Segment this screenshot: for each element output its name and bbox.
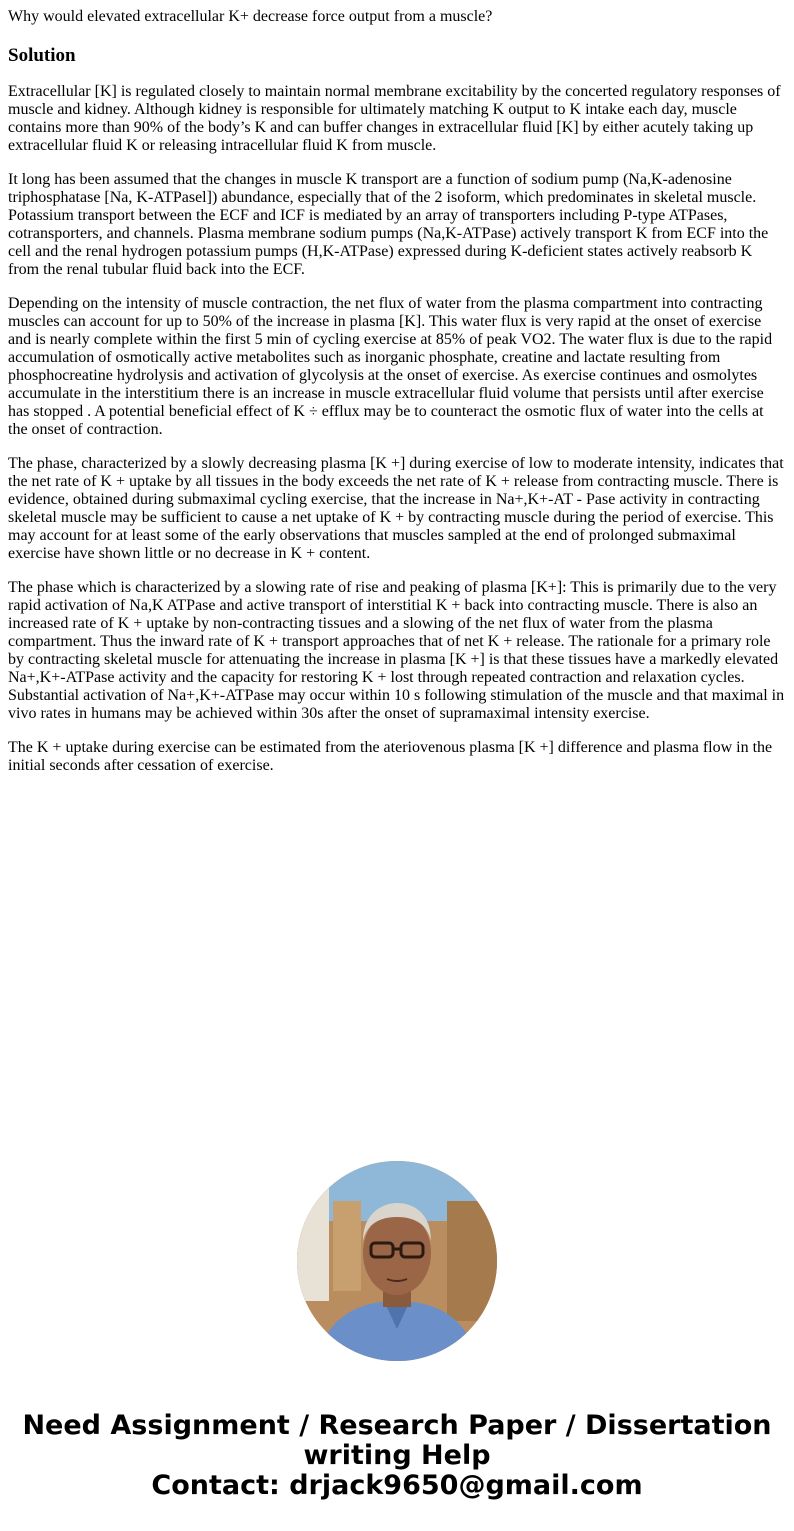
author-avatar [297,1161,497,1361]
solution-paragraph-5: The phase which is characterized by a slowing rate of rise and peaking of plasma [K+]: This is primarily due to the very rapid activation of Na,K ATPase and active transport of interstitial K + back into contracting muscle. There is also an increased rate of K + uptake by non-contracting tissues and a slowing of the net flux of water from the plasma compartment. Thus the inward rate of K + transport approaches that of net K + release. The rationale for a primary role by contracting skeletal muscle for attenuating the increase in plasma [K +] is that these tissues have a markedly elevated Na+,K+-ATPase activity and the capacity for restoring K + lost through repeated contraction and relaxation cycles. Substantial activation of Na+,K+-ATPase may occur within 10 s following stimulation of the muscle and that maximal in vivo rates in humans may be achieved within 30s after the onset of supramaximal intensity exercise. [8,579,785,722]
promo-contact: Contact: drjack9650@gmail.com [151,1470,643,1501]
question-text: Why would elevated extracellular K+ decrease force output from a muscle? [8,8,493,25]
solution-paragraph-2: It long has been assumed that the changes in muscle K transport are a function of sodium pump (Na,K-adenosine triphosphatase [Na, K-ATPasel]) abundance, especially that of the 2 isoform, which predominates in skeletal muscle. Potassium transport between the ECF and ICF is mediated by an array of transporters including P-type ATPases, cotransporters, and channels. Plasma membrane sodium pumps (Na,K-ATPase) actively transport K from ECF into the cell and the renal hydrogen potassium pumps (H,K-ATPase) expressed during K-deficient states actively reabsorb K from the renal tubular fluid back into the ECF. [8,171,769,278]
solution-paragraph-4: The phase, characterized by a slowly decreasing plasma [K +] during exercise of low to moderate intensity, indicates that the net rate of K + uptake by all tissues in the body exceeds the net rate of K + release from contracting muscle. There is evidence, obtained during submaximal cycling exercise, that the increase in Na+,K+-AT - Pase activity in contracting skeletal muscle may be sufficient to cause a net uptake of K + by contracting muscle during the period of exercise. This may account for at least some of the early observations that muscles sampled at the end of prolonged submaximal exercise have shown little or no decrease in K + content. [8,455,784,562]
promo-line-2: writing Help [303,1440,491,1471]
solution-paragraph-3: Depending on the intensity of muscle contraction, the net flux of water from the plasma compartment into contracting muscles can account for up to 50% of the increase in plasma [K]. This water flux is very rapid at the onset of exercise and is nearly complete within the first 5 min of cycling exercise at 85% of peak VO2. The water flux is due to the rapid accumulation of osmotically active metabolites such as inorganic phosphate, creatine and lactate resulting from phosphocreatine hydrolysis and activation of glycolysis at the onset of exercise. As exercise continues and osmolytes accumulate in the interstitium there is an increase in muscle extracellular fluid volume that persists until after exercise has stopped . A potential beneficial effect of K ÷ efflux may be to counteract the osmotic flux of water into the cells at the onset of contraction. [8,295,773,438]
promo-footer [0,1411,794,1501]
solution-heading: Solution [8,45,76,66]
author-photo [297,1161,497,1361]
document-body [0,8,794,775]
solution-paragraph-6: The K + uptake during exercise can be estimated from the ateriovenous plasma [K +] difference and plasma flow in the initial seconds after cessation of exercise. [8,739,773,774]
promo-line-1: Need Assignment / Research Paper / Dissertation [22,1410,772,1441]
solution-paragraph-1: Extracellular [K] is regulated closely to maintain normal membrane excitability by the concerted regulatory responses of muscle and kidney. Although kidney is responsible for ultimately matching K output to K intake each day, muscle contains more than 90% of the body’s K and can buffer changes in extracellular fluid [K] by either acutely taking up extracellular fluid K or releasing intracellular fluid K from muscle. [8,83,781,154]
